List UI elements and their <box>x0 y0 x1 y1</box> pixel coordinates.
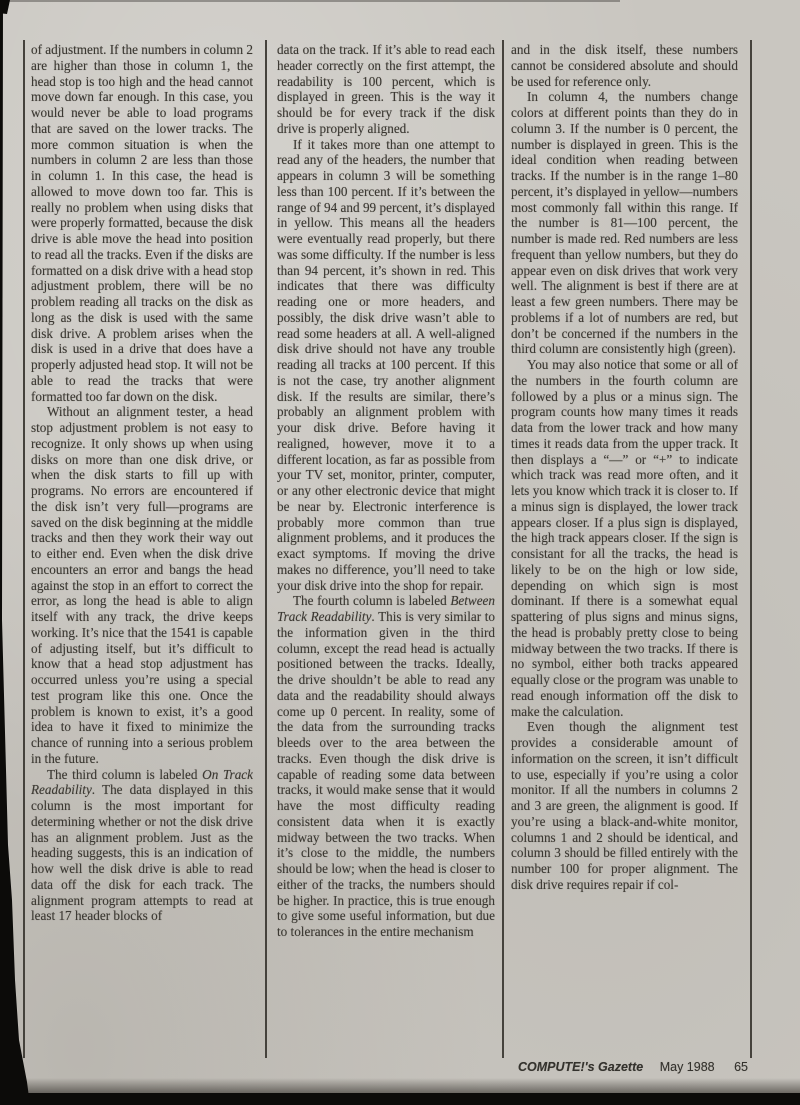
scan-artifact-top-edge <box>0 0 620 2</box>
paragraph <box>511 89 738 357</box>
paragraph <box>511 357 738 719</box>
text-segment: data on the track. If it’s able to read each header correctly on the first attempt, the readability is 100 percent, which is displayed in green. This is the way it should be for every track if the disk drive is properly aligned. <box>277 42 495 136</box>
column-rule-mid-1 <box>265 40 267 1058</box>
paragraph <box>277 137 495 594</box>
page-footer <box>518 1060 748 1074</box>
column-rule-right <box>750 40 752 1058</box>
text-column-2 <box>277 42 495 1060</box>
italic-text-segment: Between Track Readability <box>277 593 495 624</box>
paragraph <box>277 42 495 137</box>
footer-magazine-title: COMPUTE!'s Gazette <box>518 1060 644 1074</box>
scan-artifact-bottom-shadow <box>0 1078 800 1093</box>
text-segment: and in the disk itself, these numbers cannot be considered absolute and should be used for reference only. <box>511 42 738 89</box>
scan-artifact-left-edge <box>0 0 30 1105</box>
paragraph <box>511 719 738 892</box>
text-segment: The fourth column is labeled <box>293 593 451 609</box>
text-segment: . The data displayed in this column is the most important for determining whether or not the disk drive has an alignment problem. Just as the heading suggests, this is an indication of how well the disk drive is able to read data off the disk for each track. The alignment program attempts to read at least 17 header blocks of <box>31 782 253 924</box>
scan-artifact-bottom-edge <box>0 1093 800 1105</box>
text-segment: Even though the alignment test provides a considerable amount of information on the screen, it isn’t difficult to use, especially if you’re using a color monitor. If all the numbers in columns 2 and 3 are green, the alignment is good. If you’re using a black-and-white monitor, columns 1 and 2 should be identical, and column 3 should be filled entirely with the number 100 for proper alignment. The disk drive requires repair if col- <box>511 719 738 892</box>
paragraph <box>277 593 495 940</box>
column-rule-left <box>23 40 25 1058</box>
text-segment: The third column is labeled <box>47 766 203 782</box>
text-column-3 <box>511 42 738 1060</box>
column-rule-mid-2 <box>502 40 504 1058</box>
text-segment: . This is very similar to the information given in the third column, except the read head is actually positioned between the tracks. Ideally, the drive shouldn’t be able to read any data and the readability should always come up 0 percent. In reality, some of the data from the surrounding tracks bleeds over to the area between the tracks. Even though the disk drive is capable of reading some data between tracks, it would make sense that it would have the most difficulty reading consistent data when it is exactly midway between the two tracks. When it’s close to the middle, the numbers should be low; when the head is closer to either of the tracks, the numbers should be higher. In practice, this is true enough to give some useful information, but due to tolerances in the entire mechanism <box>277 609 495 939</box>
text-segment: You may also notice that some or all of the numbers in the fourth column are followed by a plus or a minus sign. The program counts how many times it reads data from the lower track and how many times it reads data from the upper track. It then displays a “—” or “+” to indicate which track was read more often, and it lets you know which track it is closer to. If a minus sign is displayed, the lower track appears closer. If a plus sign is displayed, the high track appears closer. If the sign is consistant for all the tracks, the head is likely to be on the high or low side, depending on which sign is most dominant. If there is a somewhat equal spattering of plus signs and minus signs, the head is probably pretty close to being midway between the two tracks. If there is no symbol, either both tracks appeared equally close or the program was unable to read enough information off the disk to make the calculation. <box>511 357 738 719</box>
italic-text-segment: On Track Readability <box>31 766 253 798</box>
text-segment: In column 4, the numbers change colors at different points than they do in column 3. If the number is 0 percent, the number is displayed in green. This is the ideal condition when reading between tracks. If the number is in the range 1–80 percent, it’s displayed in yellow—numbers most commonly fall within this range. If the number is 81—100 percent, the number is made red. Red numbers are less frequent than yellow numbers, but they do appear even on disk drives that work very well. The alignment is best if there are at least a few green numbers. There may be problems if a lot of numbers are red, but don’t be concerned if the numbers in the third column are consistently high (green). <box>511 89 738 357</box>
paragraph <box>31 42 253 404</box>
text-segment: Without an alignment tester, a head stop adjustment problem is not easy to recognize. It only shows up when using disks on more than one disk drive, or when the disk starts to fill up with programs. No errors are encountered if the disk isn’t very full—programs are saved on the disk beginning at the middle tracks and then they work their way out to either end. Even when the disk drive encounters an error and bangs the head against the stop in an effort to correct the error, as long the head is able to align itself with any track, the drive keeps working. It’s nice that the 1541 is capable of adjusting itself, but it’s difficult to know that a head stop adjustment has occurred unless you’re using a special test program like this one. Once the problem is known to exist, it’s a good idea to have it fixed to minimize the chance of running into a serious problem in the future. <box>31 404 253 766</box>
text-segment: of adjustment. If the numbers in column 2 are higher than those in column 1, the head stop is too high and the head cannot move down far enough. In this case, you would never be able to load programs that are saved on the lower tracks. The more common situation is when the numbers in column 2 are less than those in column 1. In this case, the head is allowed to move down too far. This is really no problem when using disks that were properly formatted, because the disk drive is able move the head into position to read all the tracks. Even if the disks are formatted on a disk drive with a head stop adjustment problem, there will be no problem reading all tracks on the disk as long as the disk is used with the same disk drive. A problem arises when the disk is used in a drive that does have a properly adjusted head stop. It will not be able to read the tracks that were formatted too far down on the disk. <box>31 42 253 404</box>
text-segment: If it takes more than one attempt to read any of the headers, the number that appears in column 3 will be something less than 100 percent. If it’s between the range of 94 and 99 percent, it’s displayed in yellow. This means all the headers were eventually read properly, but there was some difficulty. If the number is less than 94 percent, it’s shown in red. This indicates that there was difficulty reading one or more headers, and possibly, the disk drive wasn’t able to read some headers at all. A well-aligned disk drive should not have any trouble reading all tracks at 100 percent. If this is not the case, try another alignment disk. If the results are similar, there’s probably an alignment problem with your disk drive. Before having it realigned, however, move it to a different location, as far as possible from your TV set, monitor, printer, computer, or any other electronic device that might be near by. Electronic interference is probably more common than true alignment problems, and it produces the exact symptoms. If moving the drive makes no difference, you’ll need to take your disk drive into the shop for repair. <box>277 136 495 593</box>
paragraph <box>31 404 253 766</box>
paragraph <box>31 767 253 925</box>
text-column-1 <box>31 42 253 1060</box>
footer-issue-date: May 1988 <box>659 1060 715 1074</box>
paragraph <box>511 42 738 89</box>
footer-page-number: 65 <box>734 1060 748 1074</box>
